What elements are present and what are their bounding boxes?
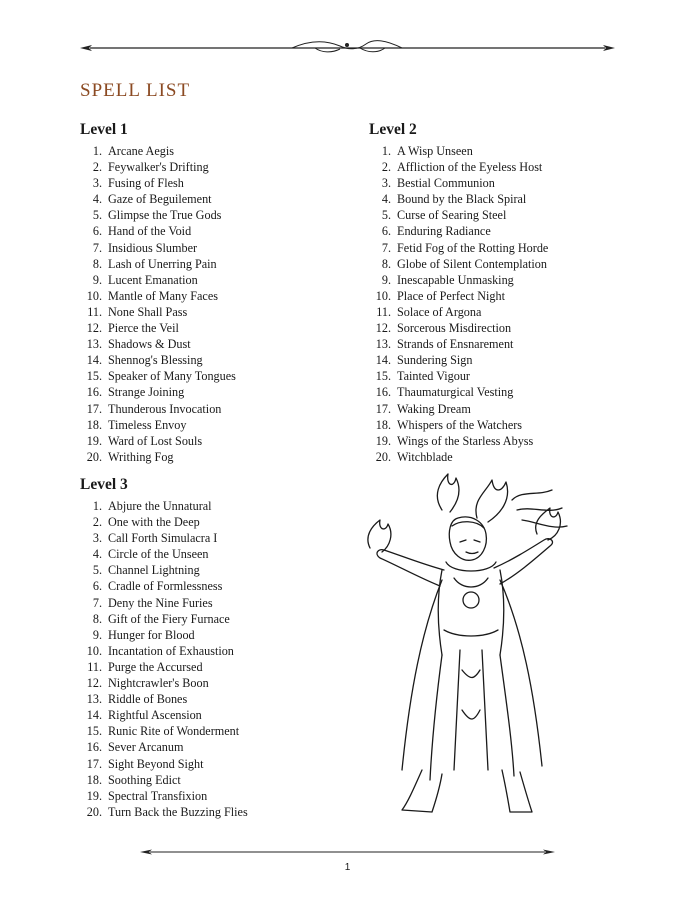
spell-list-item (369, 352, 548, 368)
spell-number: 9. (381, 272, 391, 287)
spell-list-item (80, 514, 248, 530)
level-heading: Level 3 (80, 476, 128, 493)
spell-number: 1. (92, 499, 102, 513)
spell-number: 9. (92, 627, 102, 642)
spell-number: 12. (86, 321, 102, 336)
spell-list-item (80, 562, 248, 578)
spell-number: 7. (92, 595, 102, 610)
spell-list-item (369, 384, 548, 400)
spell-number: 13. (86, 692, 102, 707)
spell-name: One with the Deep (108, 515, 200, 530)
spell-list-item (369, 207, 548, 223)
spell-name: Sight Beyond Sight (108, 756, 204, 771)
spell-list-item (80, 723, 248, 739)
spell-name: Mantle of Many Faces (108, 288, 218, 303)
spell-number: 15. (375, 369, 391, 384)
spell-number: 20. (86, 804, 102, 819)
spell-name: Spectral Transfixion (108, 788, 208, 803)
spell-number: 7. (92, 240, 102, 255)
spell-name: Sever Arcanum (108, 740, 184, 755)
spell-list-item (80, 384, 236, 400)
spell-name: Feywalker's Drifting (108, 160, 209, 175)
spell-name: Fusing of Flesh (108, 176, 184, 191)
spell-number: 1. (92, 144, 102, 158)
spell-name: Hand of the Void (108, 224, 192, 239)
spell-number: 8. (92, 611, 102, 626)
spell-number: 19. (86, 788, 102, 803)
spell-number: 4. (381, 192, 391, 207)
spell-number: 7. (381, 240, 391, 255)
spell-number: 6. (92, 224, 102, 239)
spell-name: Strange Joining (108, 385, 185, 400)
spell-number: 12. (375, 321, 391, 336)
spell-list-item (80, 207, 236, 223)
spell-number: 3. (381, 176, 391, 191)
spell-list-item (80, 707, 248, 723)
spell-number: 11. (87, 659, 102, 674)
spell-name: Place of Perfect Night (397, 288, 505, 303)
spell-name: Gift of the Fiery Furnace (108, 611, 230, 626)
spell-number: 17. (375, 401, 391, 416)
spell-list-item (80, 401, 236, 417)
spell-list-item (80, 191, 236, 207)
spell-number: 2. (92, 160, 102, 175)
spell-list-item (369, 368, 548, 384)
spell-name: Sorcerous Misdirection (397, 321, 512, 336)
spell-list-item (80, 578, 248, 594)
spell-name: Runic Rite of Wonderment (108, 724, 240, 739)
spell-number: 14. (86, 353, 102, 368)
spell-list-item (80, 595, 248, 611)
spell-list-item (80, 256, 236, 272)
spell-name: Lucent Emanation (108, 272, 198, 287)
spell-number: 19. (375, 433, 391, 448)
spell-number: 13. (86, 337, 102, 352)
spell-name: Waking Dream (397, 401, 471, 416)
spell-list-item (80, 143, 236, 159)
spell-number: 9. (92, 272, 102, 287)
spell-number: 5. (92, 208, 102, 223)
spell-name: Soothing Edict (108, 772, 181, 787)
spell-list-item (369, 401, 548, 417)
spell-list-item (80, 288, 236, 304)
spell-number: 17. (86, 401, 102, 416)
spell-name: Riddle of Bones (108, 692, 188, 707)
spell-list-item (80, 498, 248, 514)
spell-number: 8. (381, 256, 391, 271)
spell-name: Inescapable Unmasking (397, 272, 514, 287)
spell-number: 14. (375, 353, 391, 368)
spell-list-item (80, 272, 236, 288)
spell-number: 8. (92, 256, 102, 271)
spell-number: 18. (86, 772, 102, 787)
spell-list-item (80, 175, 236, 191)
spell-name: Witchblade (397, 449, 453, 464)
spell-list (369, 143, 548, 465)
spell-number: 16. (86, 740, 102, 755)
spell-name: Deny the Nine Furies (108, 595, 213, 610)
spell-name: Affliction of the Eyeless Host (397, 160, 543, 175)
spell-name: A Wisp Unseen (397, 144, 473, 158)
spell-number: 3. (92, 176, 102, 191)
spell-list-item (369, 175, 548, 191)
spell-number: 18. (375, 417, 391, 432)
spell-name: Incantation of Exhaustion (108, 643, 234, 658)
spell-name: Nightcrawler's Boon (108, 676, 209, 691)
level-1-section (80, 121, 236, 465)
spell-list-item (80, 336, 236, 352)
spell-number: 20. (375, 449, 391, 464)
spell-list-item (80, 691, 248, 707)
spell-number: 16. (86, 385, 102, 400)
spell-number: 5. (92, 563, 102, 578)
spell-list-item (80, 739, 248, 755)
spell-name: Lash of Unerring Pain (108, 256, 217, 271)
spell-name: None Shall Pass (108, 304, 188, 319)
spell-number: 14. (86, 708, 102, 723)
spell-name: Enduring Radiance (397, 224, 491, 239)
spell-list-item (80, 611, 248, 627)
spell-number: 2. (381, 160, 391, 175)
spell-name: Wings of the Starless Abyss (397, 433, 534, 448)
spell-number: 18. (86, 417, 102, 432)
spell-number: 15. (86, 369, 102, 384)
spell-list-item (80, 159, 236, 175)
spell-list (80, 143, 236, 465)
spell-name: Rightful Ascension (108, 708, 202, 723)
spell-name: Purge the Accursed (108, 659, 203, 674)
spell-list-item (80, 788, 248, 804)
spell-list-item (80, 352, 236, 368)
spell-name: Pierce the Veil (108, 321, 179, 336)
spell-list-item (369, 223, 548, 239)
spell-list-item (369, 288, 548, 304)
spell-name: Ward of Lost Souls (108, 433, 203, 448)
spell-name: Bound by the Black Spiral (397, 192, 527, 207)
spell-number: 4. (92, 192, 102, 207)
spell-number: 15. (86, 724, 102, 739)
spell-number: 12. (86, 676, 102, 691)
spell-number: 5. (381, 208, 391, 223)
spell-list-item (369, 240, 548, 256)
page-title: SPELL LIST (80, 80, 191, 101)
spell-list-item (369, 272, 548, 288)
spell-list-item (80, 530, 248, 546)
spell-list-item (80, 659, 248, 675)
spell-number: 6. (381, 224, 391, 239)
spell-number: 20. (86, 449, 102, 464)
level-2-section (369, 121, 548, 465)
spell-name: Channel Lightning (108, 563, 200, 578)
spell-name: Shennog's Blessing (108, 353, 203, 368)
spell-list-item (80, 433, 236, 449)
spell-name: Insidious Slumber (108, 240, 198, 255)
spell-number: 17. (86, 756, 102, 771)
spell-name: Sundering Sign (397, 353, 473, 368)
page-number: 1 (344, 862, 351, 873)
spell-list-item (369, 304, 548, 320)
spell-list-item (80, 804, 248, 820)
spell-name: Whispers of the Watchers (397, 417, 523, 432)
spell-name: Shadows & Dust (108, 337, 191, 352)
spell-name: Fetid Fog of the Rotting Horde (397, 240, 549, 255)
footer-divider (0, 845, 695, 859)
spell-list (80, 498, 248, 820)
spell-list-item (80, 223, 236, 239)
spell-list-item (369, 256, 548, 272)
spell-list-item (80, 320, 236, 336)
spell-name: Writhing Fog (108, 449, 174, 464)
spell-list-item (80, 240, 236, 256)
spell-name: Speaker of Many Tongues (108, 369, 236, 384)
header-ornament-divider (0, 36, 695, 60)
level-heading: Level 1 (80, 121, 128, 138)
spell-list-item (369, 433, 548, 449)
spell-number: 10. (86, 288, 102, 303)
spell-list-item (80, 643, 248, 659)
spell-number: 19. (86, 433, 102, 448)
spell-name: Call Forth Simulacra I (108, 531, 218, 546)
spell-name: Bestial Communion (397, 176, 495, 191)
level-3-section (80, 476, 248, 820)
spell-name: Abjure the Unnatural (108, 499, 212, 513)
spell-name: Cradle of Formlessness (108, 579, 223, 594)
spell-name: Timeless Envoy (108, 417, 187, 432)
spell-list-item (369, 191, 548, 207)
spell-list-item (80, 675, 248, 691)
spell-name: Hunger for Blood (108, 627, 195, 642)
spell-number: 4. (92, 547, 102, 562)
spell-name: Strands of Ensnarement (397, 337, 514, 352)
spell-list-item (80, 772, 248, 788)
spell-list-item (80, 304, 236, 320)
spell-name: Globe of Silent Contemplation (397, 256, 547, 271)
spell-number: 10. (375, 288, 391, 303)
spell-name: Circle of the Unseen (108, 547, 209, 562)
spell-list-item (369, 159, 548, 175)
spell-name: Glimpse the True Gods (108, 208, 222, 223)
sorcerer-illustration (362, 470, 582, 820)
spell-number: 11. (376, 304, 391, 319)
spell-number: 13. (375, 337, 391, 352)
spell-list-item (369, 449, 548, 465)
level-heading: Level 2 (369, 121, 417, 138)
spell-name: Gaze of Beguilement (108, 192, 212, 207)
spell-number: 16. (375, 385, 391, 400)
spell-number: 3. (92, 531, 102, 546)
spell-name: Tainted Vigour (397, 369, 470, 384)
spell-list-item (80, 368, 236, 384)
spell-list-item (80, 546, 248, 562)
spell-list-item (369, 143, 548, 159)
spell-number: 2. (92, 515, 102, 530)
spell-name: Thaumaturgical Vesting (397, 385, 514, 400)
spell-name: Thunderous Invocation (108, 401, 222, 416)
spell-list-item (369, 336, 548, 352)
spell-name: Turn Back the Buzzing Flies (108, 804, 248, 819)
spell-list-item (80, 449, 236, 465)
spell-number: 10. (86, 643, 102, 658)
spell-number: 1. (381, 144, 391, 158)
spell-name: Arcane Aegis (108, 144, 174, 158)
spell-number: 6. (92, 579, 102, 594)
spell-list-item (80, 756, 248, 772)
spell-list-item (369, 417, 548, 433)
spell-list-item (80, 417, 236, 433)
spell-number: 11. (87, 304, 102, 319)
spell-name: Solace of Argona (397, 304, 482, 319)
spell-list-item (80, 627, 248, 643)
spell-list-item (369, 320, 548, 336)
spell-name: Curse of Searing Steel (397, 208, 507, 223)
